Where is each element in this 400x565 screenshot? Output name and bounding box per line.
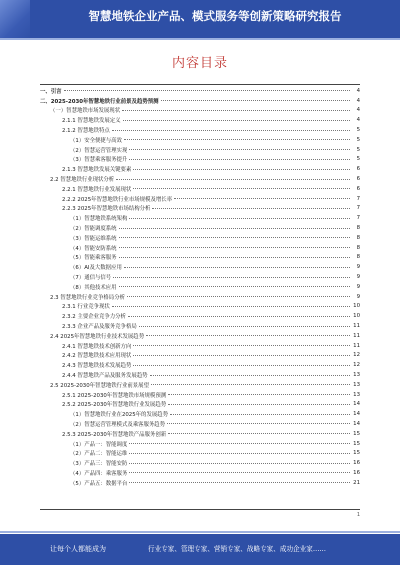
toc-leader-dots [168,394,350,395]
toc-entry-label: （2）智慧运营管理实现 [70,147,128,154]
toc-entry-page: 4 [356,107,360,114]
toc-entry[interactable] [40,145,360,155]
toc-entry-page: 6 [356,166,360,173]
toc-entry-page: 9 [356,283,360,290]
toc-leader-dots [127,296,350,297]
toc-leader-dots [152,208,350,209]
toc-entry[interactable] [40,292,360,302]
toc-leader-dots [112,306,350,307]
toc-leader-dots [64,90,350,91]
toc-leader-dots [129,149,350,150]
toc-leader-dots [150,375,350,376]
toc-leader-dots [133,365,350,366]
toc-entry-label: 2.2.2 2025年智慧地铁行业市场规模及增长率 [62,196,173,203]
toc-entry-label: （6）AI及大数据应用 [70,265,122,272]
toc-entry[interactable] [40,135,360,145]
toc-entry[interactable] [40,331,360,341]
toc-entry-label: 一、引言 [40,88,62,95]
toc-entry-page: 14 [353,401,360,408]
toc-entry-page: 9 [356,264,360,271]
toc-entry-page: 7 [356,195,360,202]
toc-leader-dots [174,198,350,199]
toc-entry[interactable] [40,155,360,165]
toc-entry[interactable] [40,351,360,361]
toc-entry-page: 14 [353,411,360,418]
toc-leader-dots [129,463,350,464]
toc-entry-label: （2）产品二：智能运维 [70,451,128,458]
toc-entry[interactable] [40,419,360,429]
toc-bottom-rule [40,509,360,510]
toc-entry-page: 15 [353,440,360,447]
toc-entry[interactable] [40,302,360,312]
toc-entry-label: （1）智慧地铁系统架构 [70,216,128,223]
toc-entry[interactable] [40,360,360,370]
toc-entry[interactable] [40,184,360,194]
toc-entry-page: 7 [356,205,360,212]
toc-entry-label: 2.1.2 智慧地铁特点 [62,128,110,135]
toc-leader-dots [151,384,350,385]
toc-entry-page: 16 [353,460,360,467]
toc-entry[interactable] [40,233,360,243]
toc-entry[interactable] [40,448,360,458]
table-of-contents [40,86,360,488]
toc-leader-dots [129,159,350,160]
toc-entry-page: 7 [356,215,360,222]
toc-entry[interactable] [40,125,360,135]
toc-entry-page: 9 [356,293,360,300]
toc-entry[interactable] [40,429,360,439]
toc-entry-page: 10 [353,313,360,320]
toc-entry-label: （1）智慧地铁行业在2025年的发展趋势 [70,412,169,419]
toc-entry-page: 13 [353,391,360,398]
toc-entry[interactable] [40,272,360,282]
toc-entry[interactable] [40,390,360,400]
toc-entry-label: 2.3 智慧地铁行业竞争格局分析 [50,294,125,301]
toc-entry[interactable] [40,311,360,321]
toc-entry-page: 16 [353,469,360,476]
toc-leader-dots [133,345,350,346]
toc-entry-page: 8 [356,234,360,241]
report-title: 智慧地铁企业产品、模式服务等创新策略研究报告 [88,9,342,23]
toc-entry-label: 2.5 2025-2030年智慧地铁行业前景展望 [50,382,149,389]
toc-entry[interactable] [40,380,360,390]
toc-entry-label: （2）智慧运营管理模式及乘客服务趋势 [70,421,166,428]
toc-entry-label: （3）产品三：智能安防 [70,461,128,468]
toc-entry-label: 2.2.1 智慧地铁行业发展现状 [62,186,132,193]
toc-entry-page: 11 [353,323,360,330]
toc-entry-label: （3）智能运维系统 [70,235,117,242]
toc-leader-dots [161,100,351,101]
toc-entry[interactable] [40,115,360,125]
toc-leader-dots [133,188,350,189]
header-bar [0,0,400,40]
toc-entry-page: 12 [353,362,360,369]
toc-leader-dots [170,414,350,415]
toc-entry-label: 2.4.3 智慧地铁技术发展趋势 [62,363,132,370]
toc-entry-label: 2.2 智慧地铁行业现状分析 [50,177,115,184]
toc-entry[interactable] [40,262,360,272]
toc-entry-label: 二、2025-2030年智慧地铁行业前景及趋势预测 [40,98,159,105]
toc-entry-page: 13 [353,372,360,378]
toc-entry-label: （5）产品五：数据平台 [70,480,128,487]
toc-entry[interactable] [40,341,360,351]
toc-entry-label: 2.5.3 2025-2030年智慧地铁产品服务创新 [62,431,167,438]
toc-entry[interactable] [40,468,360,478]
footer-tagline: 行业专家、管理专家、营销专家、战略专家、成功企业家…… [148,545,327,553]
toc-leader-dots [146,335,350,336]
toc-leader-dots [113,277,350,278]
toc-entry-page: 14 [353,420,360,427]
toc-entry-page: 21 [353,479,360,486]
toc-entry[interactable] [40,223,360,233]
toc-entry-page: 10 [353,303,360,310]
toc-leader-dots [112,130,350,131]
toc-entry[interactable] [40,243,360,253]
toc-leader-dots [128,316,350,317]
toc-entry[interactable] [40,458,360,468]
toc-entry-label: 2.3.1 行业竞争现状 [62,304,110,311]
toc-leader-dots [168,404,350,405]
toc-entry-page: 4 [356,87,360,94]
toc-entry[interactable] [40,400,360,410]
toc-entry-page: 4 [356,97,360,104]
toc-entry-label: 2.1.3 智慧地铁发展关键要素 [62,167,132,174]
toc-entry[interactable] [40,253,360,263]
toc-entry-page: 5 [356,146,360,153]
toc-entry-page: 8 [356,244,360,251]
toc-entry[interactable] [40,204,360,214]
toc-leader-dots [119,286,350,287]
toc-entry[interactable] [40,439,360,449]
toc-entry-page: 5 [356,127,360,134]
toc-leader-dots [116,179,350,180]
toc-entry-label: （4）智能安防系统 [70,245,117,252]
footer-slogan: 让每个人都能成为 [50,545,106,553]
header-decoration [0,0,30,40]
toc-leader-dots [119,228,350,229]
toc-entry[interactable] [40,282,360,292]
toc-entry-page: 9 [356,274,360,281]
toc-entry[interactable] [40,86,360,96]
toc-entry-label: 2.3.3 企业产品及服务竞争格局 [62,324,137,331]
toc-entry-label: 2.5.1 2025-2030年智慧地铁市场规模预测 [62,392,167,399]
toc-leader-dots [124,267,350,268]
toc-entry[interactable] [40,164,360,174]
toc-entry[interactable] [40,174,360,184]
toc-entry-label: （1）产品一：智能调度 [70,441,128,448]
toc-entry-page: 6 [356,185,360,192]
toc-leader-dots [119,237,350,238]
toc-leader-dots [124,139,350,140]
toc-entry-page: 8 [356,225,360,232]
toc-leader-dots [129,453,350,454]
toc-entry-label: 2.2.3 2025年智慧地铁市场结构分析 [62,206,151,213]
toc-entry[interactable] [40,370,360,380]
toc-entry-page: 12 [353,352,360,359]
toc-leader-dots [129,472,350,473]
toc-entry[interactable] [40,213,360,223]
toc-entry[interactable] [40,96,360,106]
header-divider [0,38,400,40]
toc-entry[interactable] [40,478,360,488]
toc-entry-page: 11 [353,342,360,349]
toc-entry-label: 2.4.4 智慧地铁产品及服务发展趋势 [62,373,148,379]
toc-entry-page: 15 [353,450,360,457]
toc-entry-label: （2）智能调度系统 [70,226,117,233]
toc-leader-dots [129,482,350,483]
toc-leader-dots [168,433,350,434]
toc-leader-dots [122,110,350,111]
toc-entry-label: （一）智慧地铁市场发展现状 [50,108,121,115]
toc-entry-label: （7）通信与信号 [70,275,112,282]
toc-entry-page: 15 [353,430,360,437]
toc-leader-dots [133,355,350,356]
toc-entry-page: 13 [353,381,360,388]
toc-entry-label: （3）智慧乘客服务提升 [70,157,128,164]
toc-entry-page: 4 [356,117,360,124]
toc-entry-label: （8）其他技术应用 [70,284,117,291]
toc-leader-dots [119,247,350,248]
footer-bar [0,534,400,565]
toc-entry-label: 2.5.2 2025-2030年智慧地铁行业发展趋势 [62,402,167,409]
toc-entry-label: 2.1.1 智慧地铁发展定义 [62,118,121,125]
toc-entry-label: 2.4.1 智慧地铁技术创新方向 [62,343,132,350]
toc-entry-page: 5 [356,136,360,143]
toc-entry-page: 6 [356,176,360,183]
toc-entry-label: （4）产品四：乘客服务 [70,470,128,477]
toc-entry-page: 5 [356,156,360,163]
page-number: 1 [356,512,360,518]
toc-entry-label: 2.4 2025年智慧地铁行业技术发展趋势 [50,333,145,340]
toc-leader-dots [129,218,350,219]
toc-entry-page: 8 [356,254,360,261]
toc-leader-dots [167,423,350,424]
toc-leader-dots [129,443,350,444]
toc-entry[interactable] [40,106,360,116]
footer-divider [0,531,400,533]
toc-entry[interactable] [40,194,360,204]
toc-leader-dots [123,120,350,121]
toc-entry-label: 2.3.2 主要企业竞争力分析 [62,314,126,321]
toc-top-rule [40,84,360,85]
toc-title: 内容目录 [171,56,228,71]
toc-leader-dots [139,326,350,327]
toc-entry-label: （5）智能乘客服务 [70,255,117,262]
toc-entry-page: 11 [353,332,360,339]
toc-entry-label: （1）安全便捷与高效 [70,137,122,144]
toc-leader-dots [119,257,350,258]
toc-entry[interactable] [40,409,360,419]
toc-leader-dots [133,169,350,170]
toc-entry[interactable] [40,321,360,331]
toc-entry-label: 2.4.2 智慧地铁技术应用现状 [62,353,132,360]
